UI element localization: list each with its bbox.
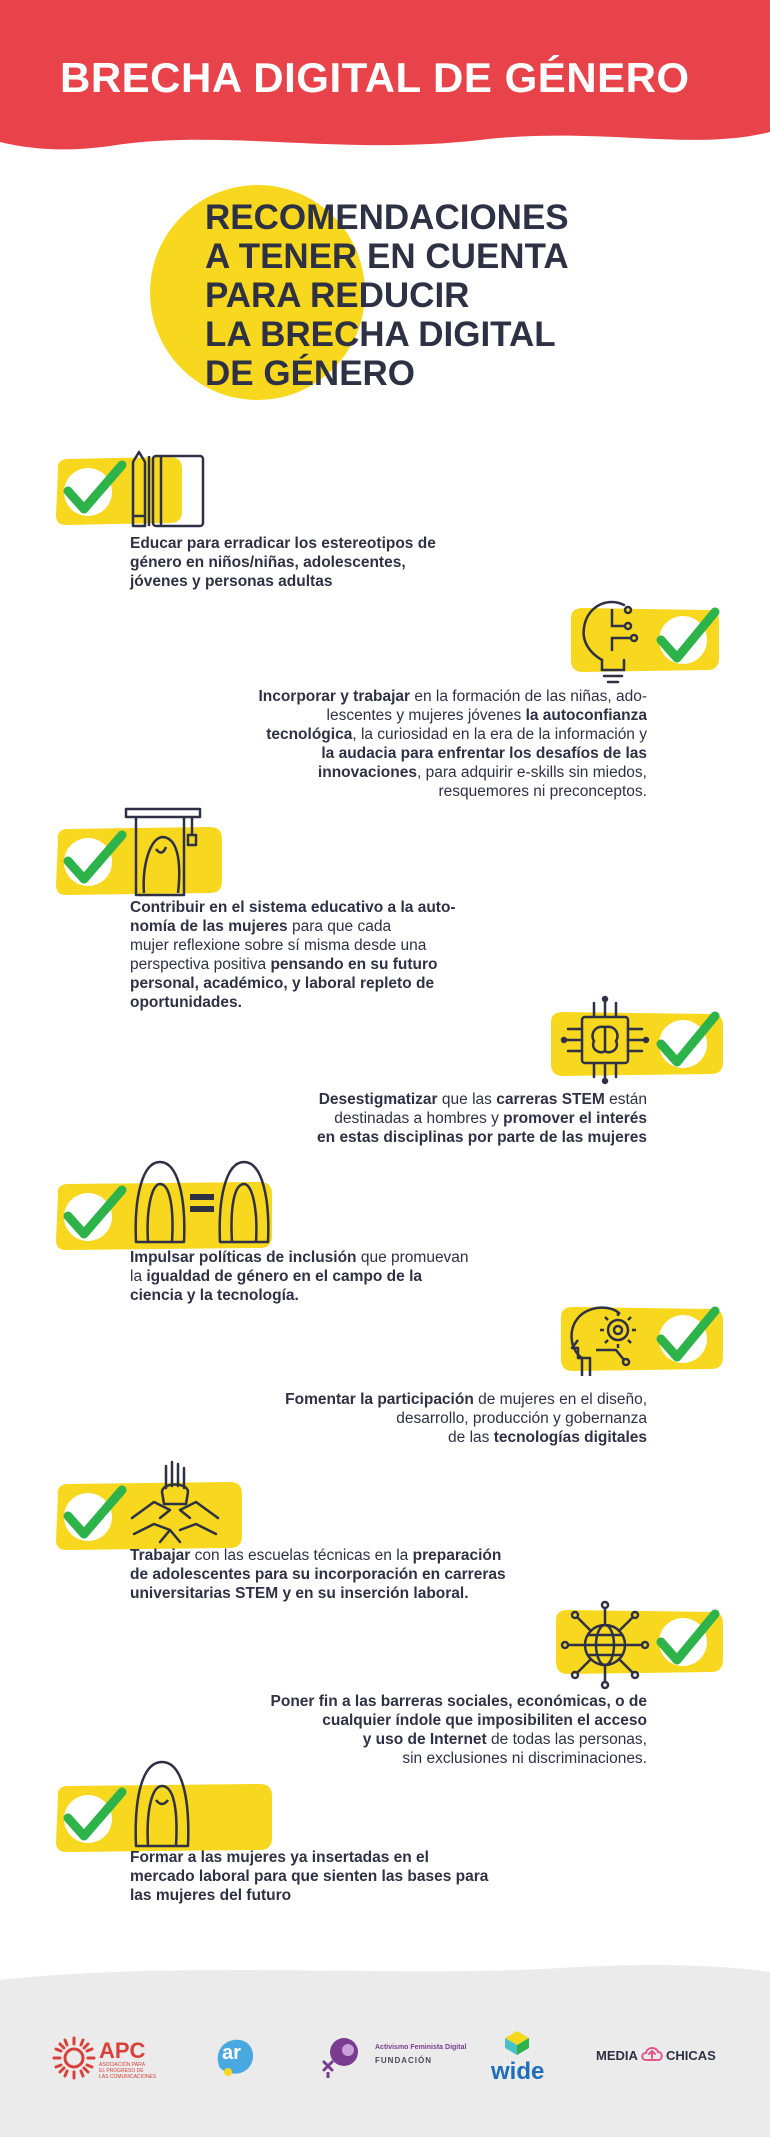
recommendation-line (258, 782, 647, 801)
body-text: lescentes y mujeres jóvenes (326, 707, 526, 724)
body-text: destinadas a hombres y (334, 1110, 504, 1127)
highlight-text: Formar a las mujeres ya insertadas en el (130, 1849, 429, 1866)
highlight-text: Impulsar políticas de inclusión (130, 1249, 357, 1266)
apc-logo-subtitle (99, 2062, 156, 2080)
gender-equality-icon (132, 1158, 272, 1244)
recommendation-line (130, 1584, 506, 1603)
body-text: , la curiosidad en la era de la información y (352, 726, 647, 743)
recommendation-line (317, 1090, 647, 1109)
highlight-text: igualdad de género en el campo de la (146, 1268, 422, 1285)
recommendation-line (130, 955, 456, 974)
recommendation-text (130, 1546, 506, 1603)
recommendation-line (258, 687, 647, 706)
body-text: la (130, 1268, 147, 1285)
highlight-text: y uso de Internet (362, 1731, 487, 1748)
intro-line: RECOMENDACIONES (205, 198, 569, 237)
recommendation-line (285, 1428, 647, 1447)
highlight-text: Trabajar (130, 1547, 191, 1564)
body-text: desarrollo, producción y gobernanza (396, 1410, 647, 1427)
body-text: sin exclusiones ni discriminaciones. (402, 1750, 647, 1767)
apc-logo-label: APC (99, 2038, 146, 2063)
recommendation-line (130, 1286, 469, 1305)
recommendation-line (130, 1248, 469, 1267)
highlight-text: universitarias STEM y en su inserción laboral. (130, 1585, 469, 1602)
apc-sub-line: EL PROGRESO DE (99, 2068, 144, 2074)
recommendation-line (271, 1730, 647, 1749)
mediachicas-logo-label: MEDIA (596, 2048, 638, 2063)
ar-logo-label: ar (222, 2042, 241, 2064)
brain-chip-icon (560, 995, 650, 1085)
recommendation-text (258, 687, 647, 801)
recommendation-line (317, 1109, 647, 1128)
apc-sub-line: ASOCIACIÓN PARA (99, 2062, 146, 2068)
recommendation-line (258, 706, 647, 725)
recommendation-line (258, 763, 647, 782)
recommendation-line (285, 1390, 647, 1409)
body-text: de todas las personas, (486, 1731, 647, 1748)
highlight-text: las mujeres del futuro (130, 1887, 292, 1904)
body-text: perspectiva positiva (130, 956, 271, 973)
recommendation-line (130, 993, 456, 1012)
fundacion-logo-subtitle: FUNDACIÓN (375, 2056, 432, 2065)
hands-teamwork-icon (130, 1458, 220, 1550)
recommendation-line (130, 1867, 488, 1886)
recommendation-line (130, 936, 456, 955)
recommendation-text (271, 1692, 647, 1768)
highlight-text: promover el interés (503, 1110, 647, 1127)
intro-line: A TENER EN CUENTA (205, 237, 569, 276)
recommendation-text (130, 534, 436, 591)
recommendation-line (130, 1546, 506, 1565)
highlight-text: de adolescentes para su incorporación en carreras (130, 1566, 506, 1583)
highlight-text: oportunidades. (130, 994, 242, 1011)
recommendation-line (130, 572, 436, 591)
recommendation-line (285, 1409, 647, 1428)
highlight-text: Fomentar la participación (285, 1391, 474, 1408)
highlight-text: preparación (412, 1547, 502, 1564)
intro-line: LA BRECHA DIGITAL (205, 315, 556, 354)
intro-line: DE GÉNERO (205, 354, 416, 393)
recommendation-line (271, 1692, 647, 1711)
fundacion-logo-icon (318, 2036, 368, 2078)
recommendation-line (130, 1848, 488, 1867)
highlight-text: en estas disciplinas por parte de las mujeres (317, 1129, 647, 1146)
highlight-text: innovaciones (317, 764, 417, 781)
fundacion-logo-label: Activismo Feminista Digital (375, 2044, 467, 2051)
highlight-text: ciencia y la tecnología. (130, 1287, 299, 1304)
recommendation-text (130, 1248, 469, 1305)
body-text: mujer reflexione sobre sí misma desde una (130, 937, 427, 954)
page-title: BRECHA DIGITAL DE GÉNERO (60, 54, 690, 101)
cloud-upload-icon (640, 2042, 664, 2066)
highlight-text: la audacia para enfrentar los desafíos de las (321, 745, 647, 762)
recommendation-line (271, 1749, 647, 1768)
highlight-text: jóvenes y personas adultas (130, 573, 333, 590)
highlight-text: Poner fin a las barreras sociales, económicas, o de (270, 1693, 647, 1710)
apc-sub-line: LAS COMUNICACIONES (99, 2074, 157, 2080)
highlight-text: género en niños/niñas, adolescentes, (130, 554, 406, 571)
body-text: de las (448, 1429, 494, 1446)
body-text: que las (437, 1091, 497, 1108)
body-text: que promuevan (356, 1249, 469, 1266)
recommendation-line (258, 725, 647, 744)
mediachicas-logo-label-2: CHICAS (666, 2048, 716, 2063)
highlight-text: la autoconfianza (525, 707, 647, 724)
wide-logo-label: wide (491, 2058, 545, 2085)
recommendation-line (130, 553, 436, 572)
notebook-pencil-icon (125, 450, 210, 530)
intro-heading (205, 198, 569, 393)
recommendation-line (130, 917, 456, 936)
recommendation-text (130, 1848, 488, 1905)
highlight-text: Desestigmatizar (318, 1091, 438, 1108)
body-text: , para adquirir e-skills sin miedos, (416, 764, 647, 781)
body-text: en la formación de las niñas, ado- (410, 688, 647, 705)
body-text: resquemores ni preconceptos. (438, 783, 647, 800)
lightbulb-circuit-icon (578, 596, 648, 686)
recommendation-line (130, 898, 456, 917)
recommendation-line (317, 1128, 647, 1147)
intro-line: PARA REDUCIR (205, 276, 470, 315)
body-text: con las escuelas técnicas en la (190, 1547, 413, 1564)
recommendation-text (285, 1390, 647, 1447)
highlight-text: tecnológica (266, 726, 353, 743)
highlight-text: Contribuir en el sistema educativo a la auto- (130, 899, 456, 916)
head-gear-icon (566, 1300, 646, 1380)
wide-logo-icon (504, 2030, 530, 2056)
highlight-text: Educar para erradicar los estereotipos de (130, 535, 436, 552)
recommendation-line (130, 1886, 488, 1905)
body-text: para que cada (287, 918, 392, 935)
recommendation-line (130, 534, 436, 553)
highlight-text: Incorporar y trabajar (258, 688, 411, 705)
woman-portrait-icon (132, 1758, 192, 1848)
highlight-text: tecnologías digitales (493, 1429, 647, 1446)
highlight-text: personal, académico, y laboral repleto de (130, 975, 435, 992)
recommendation-line (258, 744, 647, 763)
body-text: están (604, 1091, 647, 1108)
recommendation-line (130, 974, 456, 993)
globe-network-icon (560, 1600, 650, 1690)
highlight-text: nomía de las mujeres (130, 918, 288, 935)
recommendation-line (271, 1711, 647, 1730)
recommendation-line (130, 1565, 506, 1584)
apc-logo-icon (52, 2036, 96, 2080)
body-text: de mujeres en el diseño, (473, 1391, 647, 1408)
highlight-text: carreras STEM (496, 1091, 605, 1108)
highlight-text: cualquier índole que imposibiliten el acceso (322, 1712, 647, 1729)
recommendation-text (317, 1090, 647, 1147)
highlight-text: mercado laboral para que sienten las bases para (130, 1868, 489, 1885)
graduation-woman-icon (122, 805, 207, 900)
recommendation-text (130, 898, 456, 1012)
recommendation-line (130, 1267, 469, 1286)
highlight-text: pensando en su futuro (270, 956, 438, 973)
